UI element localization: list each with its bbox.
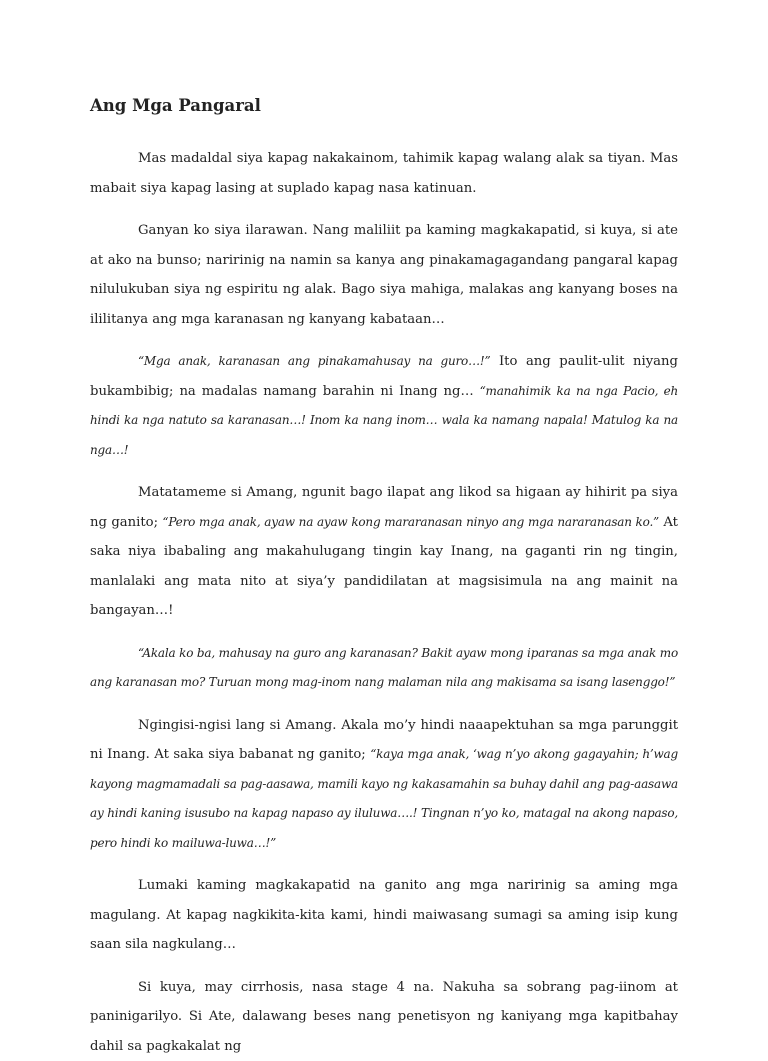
paragraph xyxy=(90,973,678,1061)
text-run: Ngingisi-ngisi lang si Amang. Akala mo’y hindi naaapektuhan sa mga parunggit ni Inang. At saka siya babanat ng ganito; xyxy=(90,718,678,763)
text-run: At saka niya ibabaling ang makahulugang tingin kay Inang, na gaganti rin ng tingin, manlalaki ang mata nito at siya’y pandidilatan at magsisimula na ang mainit na bangayan…! xyxy=(90,515,678,619)
text-run: Ito ang paulit-ulit niyang bukambibig; na madalas namang barahin ni Inang ng… xyxy=(90,354,678,399)
quote-run: “Mga anak, karanasan ang pinakamahusay na guro…!” xyxy=(138,354,490,368)
paragraph xyxy=(90,639,678,698)
text-run: Ganyan ko siya ilarawan. Nang maliliit pa kaming magkakapatid, si kuya, si ate at ako na bunso; naririnig na namin sa kanya ang pinakamagagandang pangaral kapag nilulukuban siya ng espiritu ng alak. Bago siya mahiga, malakas ang kanyang boses na ililitanya ang mga karanasan ng kanyang kabataan… xyxy=(90,223,678,327)
text-run: Si kuya, may cirrhosis, nasa stage 4 na. Nakuha sa sobrang pag-iinom at paninigarilyo. Si Ate, dalawang beses nang penetisyon ng kaniyang mga kapitbahay dahil sa pagkakalat ng xyxy=(90,980,678,1054)
quote-run: “kaya mga anak, ‘wag n’yo akong gagayahin; h’wag kayong magmamadali sa pag-aasawa, mamili kayo ng kakasamahin sa buhay dahil ang pag-aasawa ay hindi kaning isusubo na kapag napaso ay iluluwa….! Tingnan n’yo ko, matagal na akong napaso, pero hindi ko mailuwa-luwa…!” xyxy=(90,747,678,850)
paragraph xyxy=(90,711,678,859)
paragraph xyxy=(90,216,678,334)
paragraph xyxy=(90,478,678,626)
quote-run: “Pero mga anak, ayaw na ayaw kong mararanasan ninyo ang mga nararanasan ko.” xyxy=(162,515,659,529)
text-run: Mas madaldal siya kapag nakakainom, tahimik kapag walang alak sa tiyan. Mas mabait siya kapag lasing at suplado kapag nasa katinuan. xyxy=(90,151,678,196)
text-run: Matatameme si Amang, ngunit bago ilapat ang likod sa higaan ay hihirit pa siya ng ganito; xyxy=(90,485,678,530)
quote-run: “Akala ko ba, mahusay na guro ang karanasan? Bakit ayaw mong iparanas sa mga anak mo ang karanasan mo? Turuan mong mag-inom nang malaman nila ang makisama sa isang lasenggo!” xyxy=(90,646,678,690)
document-title: Ang Mga Pangaral xyxy=(90,92,678,120)
paragraph xyxy=(90,144,678,203)
text-run: Lumaki kaming magkakapatid na ganito ang mga naririnig sa aming mga magulang. At kapag nagkikita-kita kami, hindi maiwasang sumagi sa aming isip kung saan sila nagkulang… xyxy=(90,878,678,952)
quote-run: “manahimik ka na nga Pacio, eh hindi ka nga natuto sa karanasan…! Inom ka nang inom… wala ka namang napala! Matulog ka na nga…! xyxy=(90,384,678,457)
paragraph xyxy=(90,871,678,960)
paragraph xyxy=(90,347,678,465)
